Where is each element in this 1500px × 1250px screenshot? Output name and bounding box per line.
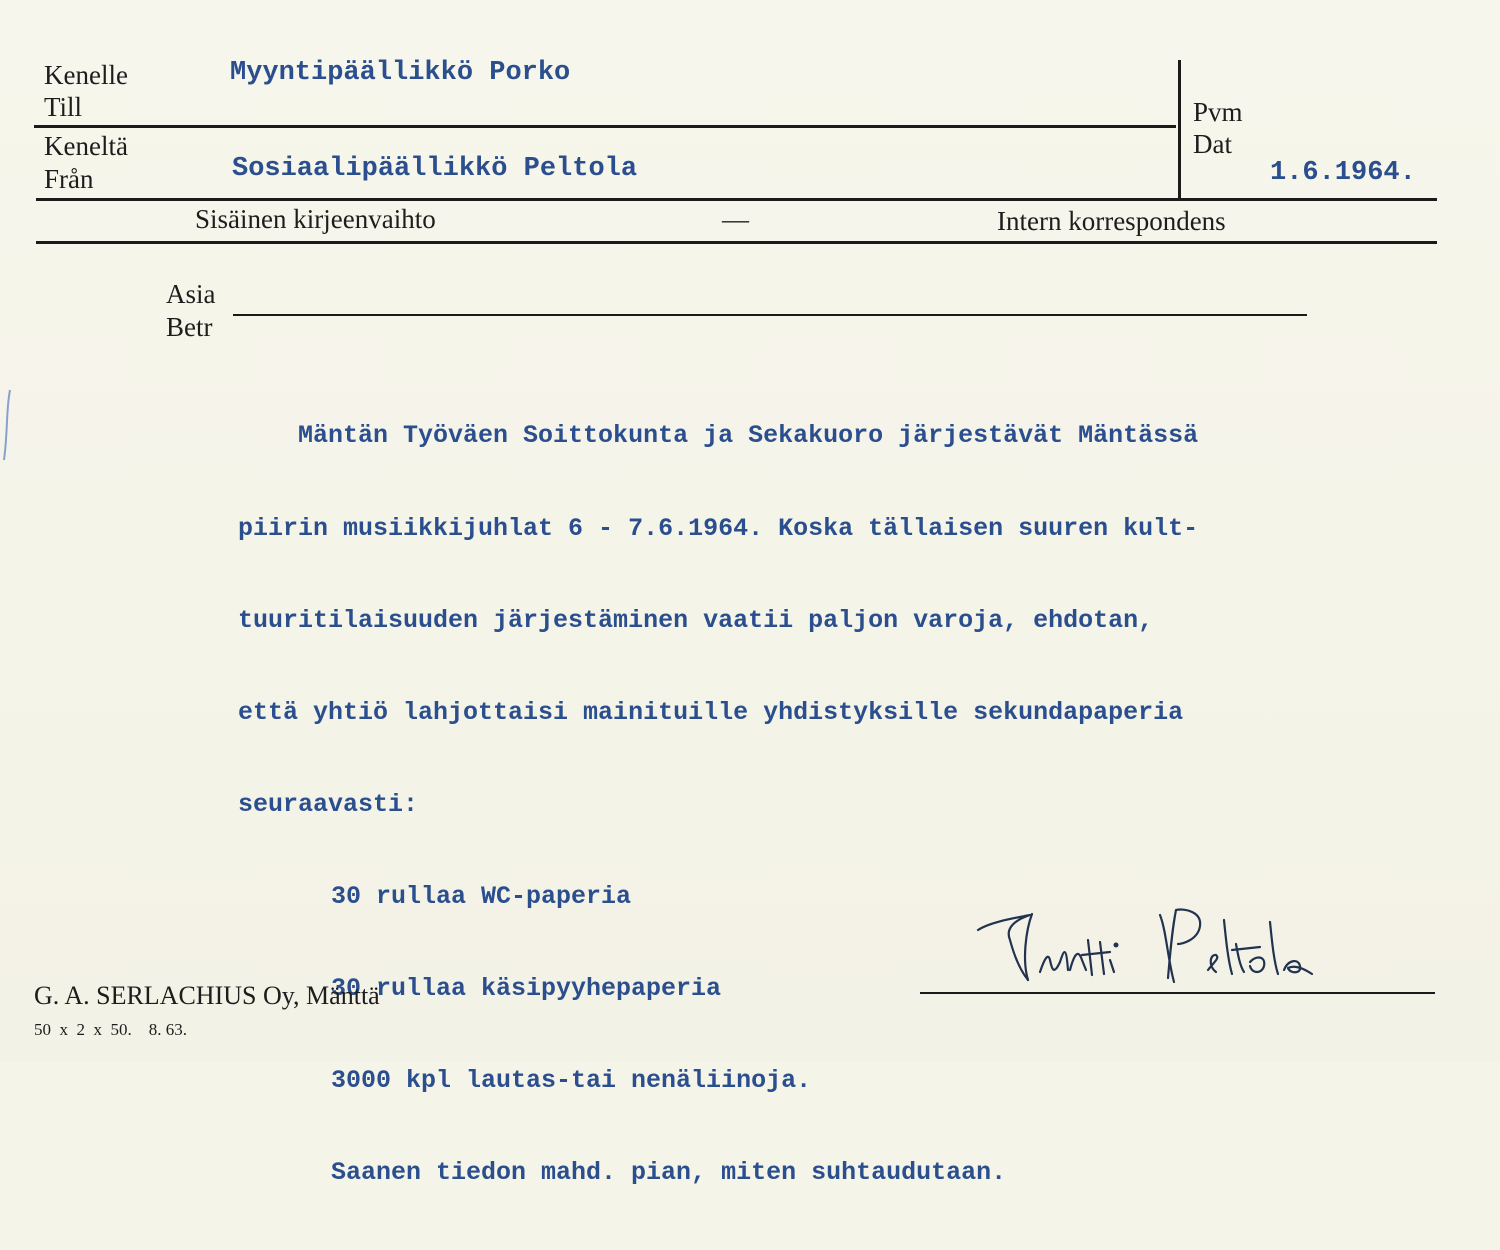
body-line: piirin musiikkijuhlat 6 - 7.6.1964. Koska tällaisen suuren kult- [238,513,1199,543]
to-label-fi: Kenelle [44,60,128,90]
body-list-item: 30 rullaa WC-paperia [331,881,632,911]
date-value: 1.6.1964. [1270,158,1416,188]
date-label-fi: Pvm [1193,97,1243,127]
from-label-sv: Från [44,164,94,194]
body-list-item: 3000 kpl lautas-tai nenäliinoja. [331,1066,812,1096]
header-rule [36,198,1437,201]
subject-rule [233,314,1307,316]
correspondence-rule [36,241,1437,244]
from-value: Sosiaalipäällikkö Peltola [232,154,638,184]
to-field-rule [34,125,1176,128]
form-code: 50 x 2 x 50. 8. 63. [34,1020,187,1039]
body-line: tuuritilaisuuden järjestäminen vaatii paljon varoja, ehdotan, [238,605,1154,635]
to-value: Myyntipäällikkö Porko [230,58,571,88]
signature-image [970,900,1370,995]
subject-label-fi: Asia [166,279,216,309]
memo-body [238,360,1198,1250]
to-label-sv: Till [44,92,83,122]
subject-label-sv: Betr [166,312,213,342]
correspondence-dash: — [722,204,749,234]
company-name: G. A. SERLACHIUS Oy, Mänttä [34,981,380,1010]
body-closing: Saanen tiedon mahd. pian, miten suhtaudutaan. [331,1158,1007,1188]
date-label-sv: Dat [1193,129,1232,159]
correspondence-fi: Sisäinen kirjeenvaihto [195,204,436,234]
date-divider [1178,60,1181,198]
body-line: Mäntän Työväen Soittokunta ja Sekakuoro järjestävät Mäntässä [238,421,1199,451]
signature-rule [920,992,1435,994]
body-line: seuraavasti: [238,789,419,819]
body-line: että yhtiö lahjottaisi mainituille yhdistyksille sekundapaperia [238,697,1184,727]
correspondence-sv: Intern korrespondens [997,206,1226,236]
from-label-fi: Keneltä [44,131,128,161]
body-list-item: 30 rullaa käsipyyhepaperia [331,973,722,1003]
ink-smudge [0,380,14,480]
